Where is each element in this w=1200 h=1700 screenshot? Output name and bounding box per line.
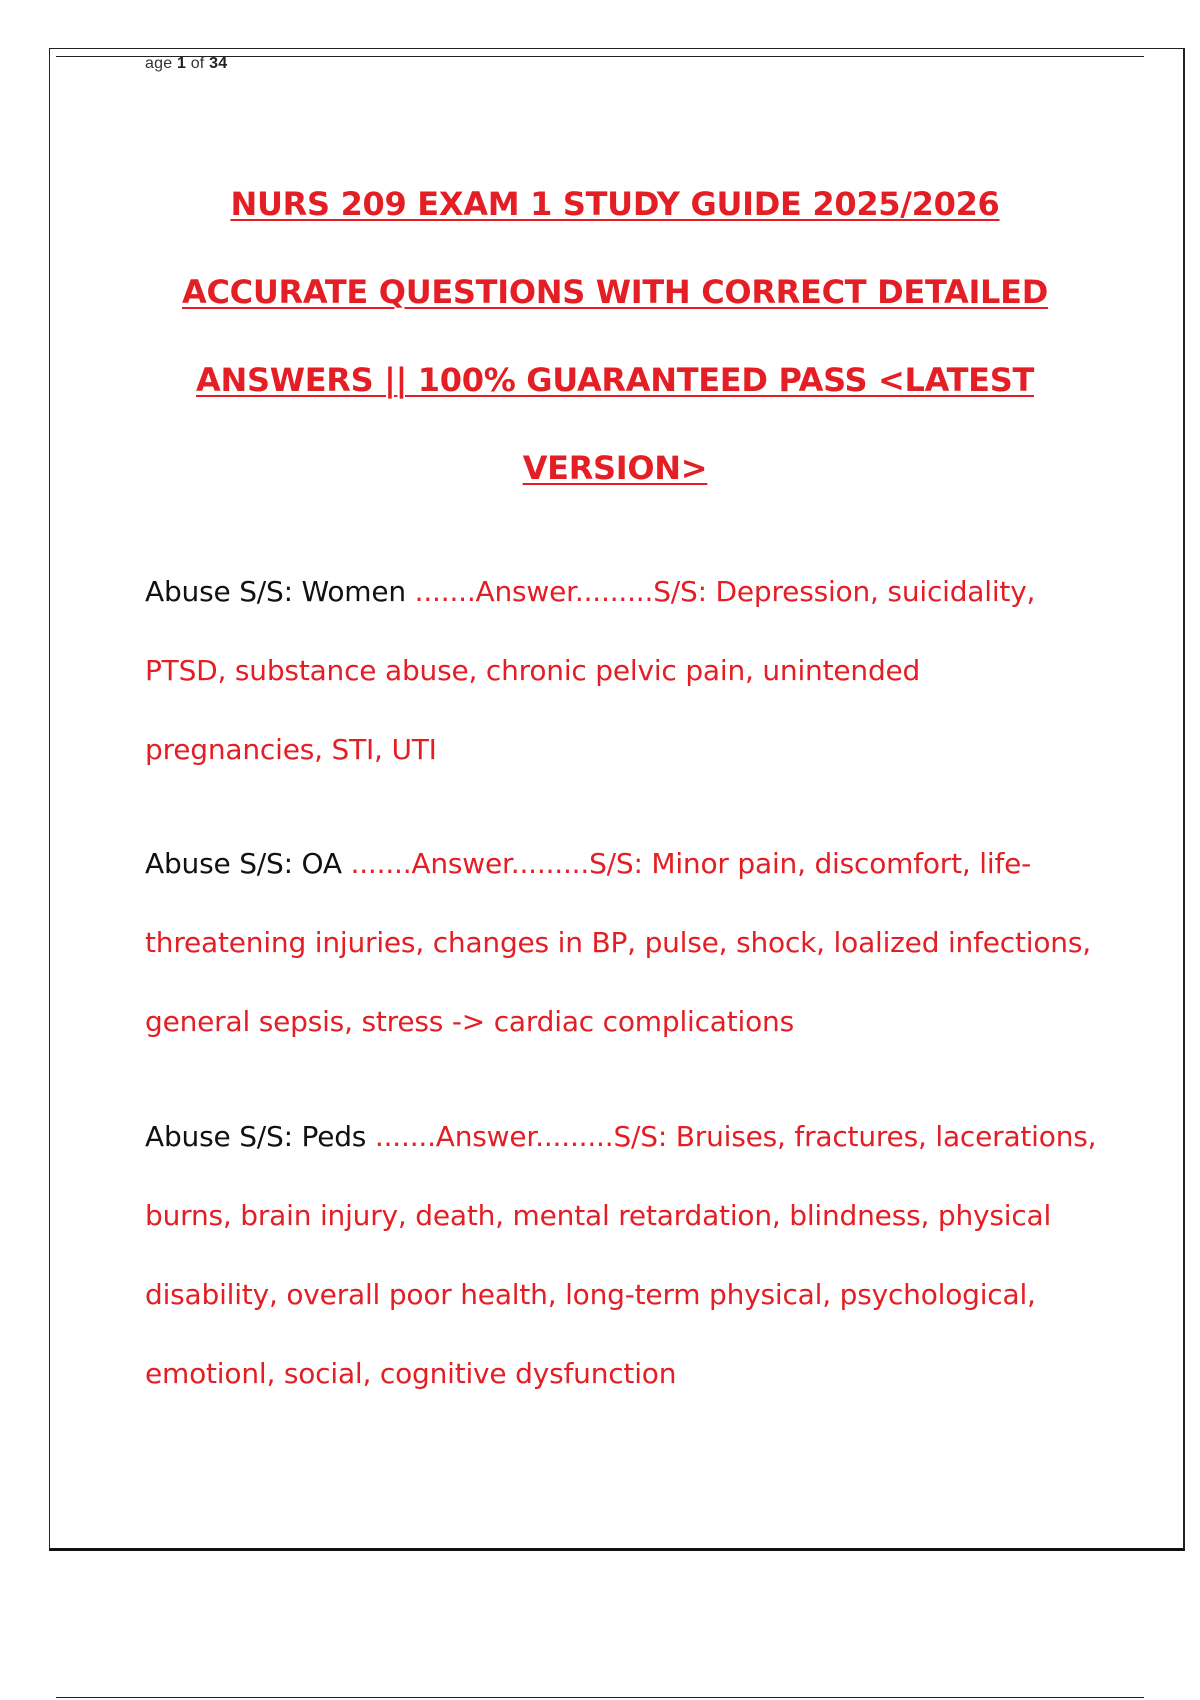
page-number [145,55,227,73]
answer-text: .......Answer.........S/S: Bruises, fractures, lacerations, burns, brain injury, death, mental retardation, blindness, physical disability, overall poor health, long-term physical, psychological, emotionl, social, cognitive dysfunction [145,1120,1097,1390]
page-number-total: 34 [209,55,228,72]
title-line-4: VERSION> [522,449,708,487]
title-line-3: ANSWERS || 100% GUARANTEED PASS <LATEST [196,361,1034,399]
question-text: Abuse S/S: OA [145,847,351,880]
page-number-of: of [186,55,210,72]
answer-text: .......Answer.........S/S: Depression, suicidality, PTSD, substance abuse, chronic pelvic pain, unintended pregnancies, STI, UTI [145,575,1036,766]
qa-item-peds [145,1097,1105,1413]
title-line-1: NURS 209 EXAM 1 STUDY GUIDE 2025/2026 [230,185,1000,223]
question-text: Abuse S/S: Women [145,575,415,608]
qa-item-women [145,552,1105,789]
answer-text: .......Answer.........S/S: Minor pain, discomfort, life-threatening injuries, changes in BP, pulse, shock, loalized infections, general sepsis, stress -> cardiac complications [145,847,1091,1038]
title-line-2: ACCURATE QUESTIONS WITH CORRECT DETAILED [182,273,1048,311]
qa-item-oa [145,824,1105,1061]
document-title [140,178,1090,530]
footer-rule [56,1697,1144,1698]
page-number-current: 1 [176,55,187,72]
question-text: Abuse S/S: Peds [145,1120,375,1153]
page-number-prefix: age [145,55,177,72]
